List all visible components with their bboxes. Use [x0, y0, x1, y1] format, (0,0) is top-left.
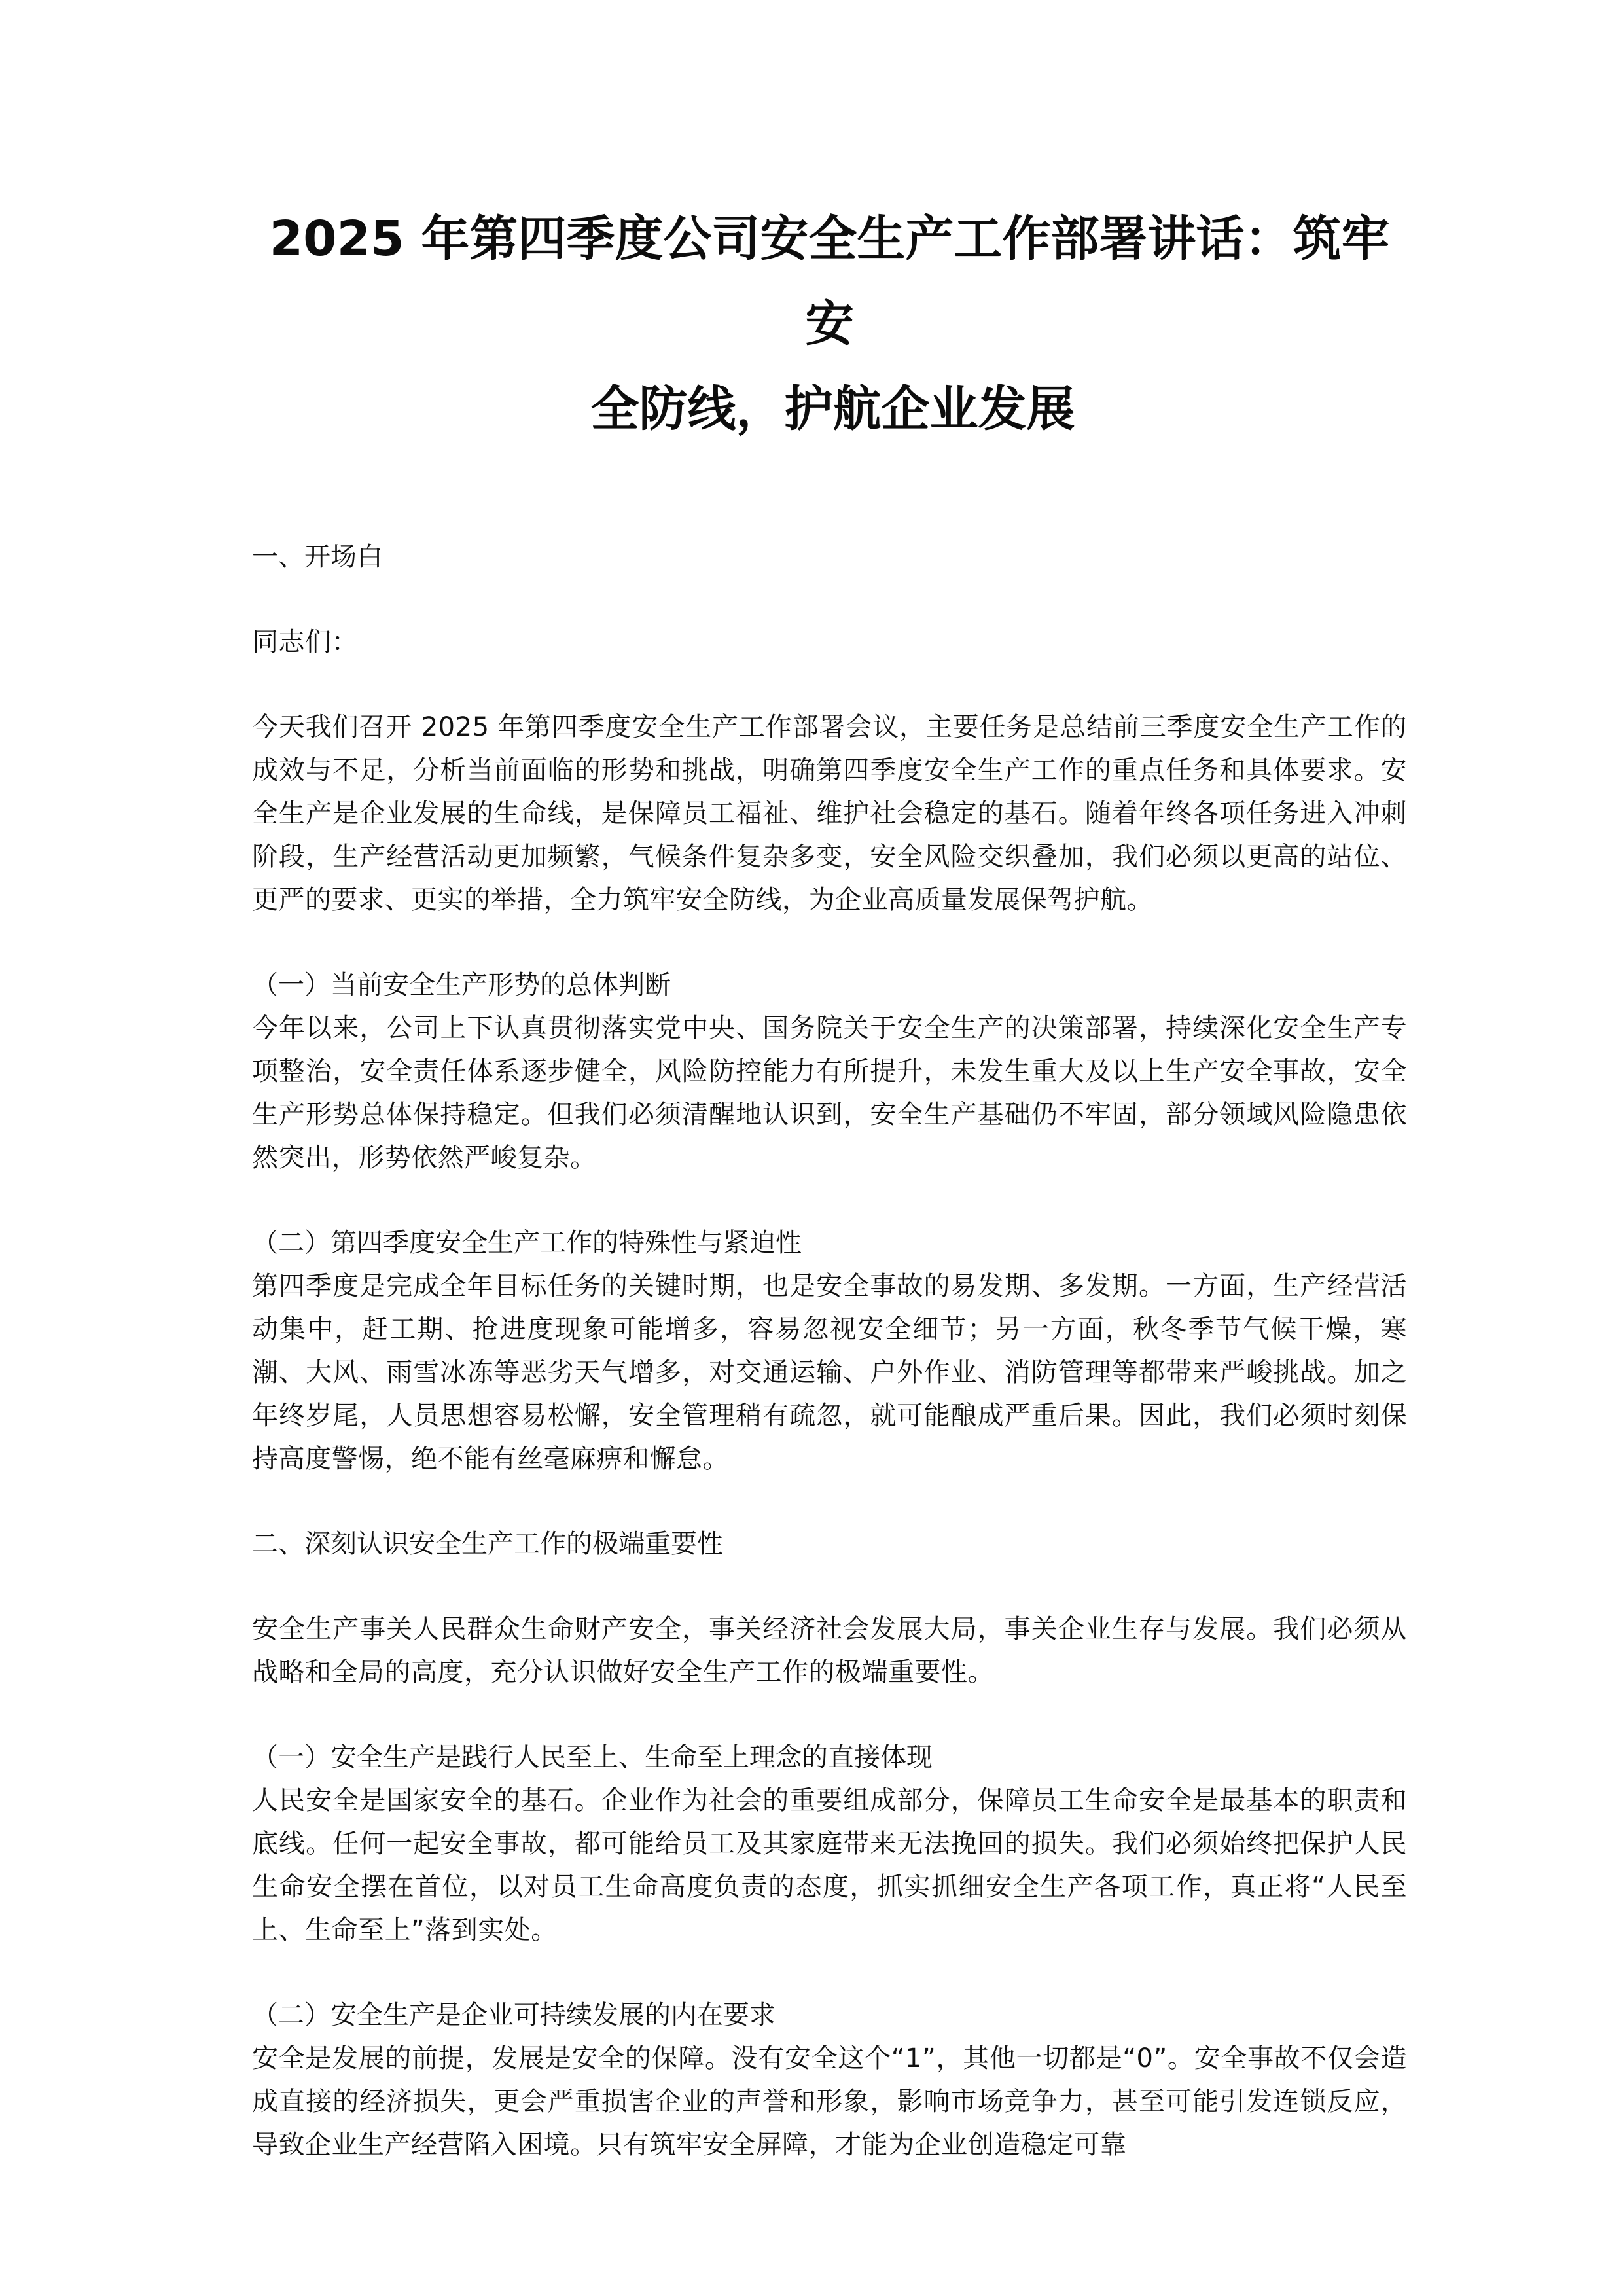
section-2-sub-1-heading: （一）安全生产是践行人民至上、生命至上理念的直接体现 — [252, 1742, 933, 1772]
greeting: 同志们： — [252, 627, 358, 657]
intro-paragraph: 今天我们召开 2025 年第四季度安全生产工作部署会议，主要任务是总结前三季度安全生产工作的成效与不足，分析当前面临的形势和挑战，明确第四季度安全生产工作的重点任务和具体要求。安全生产是企业发展的生命线，是保障员工福祉、维护社会稳定的基石。随着年终各项任务进入冲刺阶段，生产经营活动更加频繁，气候条件复杂多变，安全风险交织叠加，我们必须以更高的站位、更严的要求、更实的举措，全力筑牢安全防线，为企业高质量发展保驾护航。 — [252, 712, 1407, 915]
section-2-heading: 二、深刻认识安全生产工作的极端重要性 — [252, 1529, 723, 1559]
document-title — [252, 196, 1407, 452]
title-line-1: 2025 年第四季度公司安全生产工作部署讲话：筑牢安 — [269, 211, 1390, 352]
section-2-sub-1-paragraph: 人民安全是国家安全的基石。企业作为社会的重要组成部分，保障员工生命安全是最基本的职责和底线。任何一起安全事故，都可能给员工及其家庭带来无法挽回的损失。我们必须始终把保护人民生命安全摆在首位，以对员工生命高度负责的态度，抓实抓细安全生产各项工作，真正将“人民至上、生命至上”落到实处。 — [252, 1785, 1407, 1945]
section-2-sub-2-heading: （二）安全生产是企业可持续发展的内在要求 — [252, 2000, 776, 2030]
document-page — [252, 196, 1407, 2166]
section-1-sub-1-paragraph: 今年以来，公司上下认真贯彻落实党中央、国务院关于安全生产的决策部署，持续深化安全生产专项整治，安全责任体系逐步健全，风险防控能力有所提升，未发生重大及以上生产安全事故，安全生产形势总体保持稳定。但我们必须清醒地认识到，安全生产基础仍不牢固，部分领域风险隐患依然突出，形势依然严峻复杂。 — [252, 1013, 1407, 1173]
section-1-sub-1-heading: （一）当前安全生产形势的总体判断 — [252, 970, 671, 1000]
section-1-heading: 一、开场白 — [252, 542, 383, 572]
section-1-sub-2-paragraph: 第四季度是完成全年目标任务的关键时期，也是安全事故的易发期、多发期。一方面，生产经营活动集中，赶工期、抢进度现象可能增多，容易忽视安全细节；另一方面，秋冬季节气候干燥，寒潮、大风、雨雪冰冻等恶劣天气增多，对交通运输、户外作业、消防管理等都带来严峻挑战。加之年终岁尾，人员思想容易松懈，安全管理稍有疏忽，就可能酿成严重后果。因此，我们必须时刻保持高度警惕，绝不能有丝毫麻痹和懈怠。 — [252, 1271, 1407, 1474]
section-1-sub-2-heading: （二）第四季度安全生产工作的特殊性与紧迫性 — [252, 1228, 802, 1258]
section-2-sub-2-paragraph: 安全是发展的前提，发展是安全的保障。没有安全这个“1”，其他一切都是“0”。安全事故不仅会造成直接的经济损失，更会严重损害企业的声誉和形象，影响市场竞争力，甚至可能引发连锁反应，导致企业生产经营陷入困境。只有筑牢安全屏障，才能为企业创造稳定可靠 — [252, 2043, 1407, 2160]
section-2-intro-paragraph: 安全生产事关人民群众生命财产安全，事关经济社会发展大局，事关企业生存与发展。我们必须从战略和全局的高度，充分认识做好安全生产工作的极端重要性。 — [252, 1614, 1407, 1687]
title-line-2: 全防线，护航企业发展 — [590, 381, 1075, 437]
